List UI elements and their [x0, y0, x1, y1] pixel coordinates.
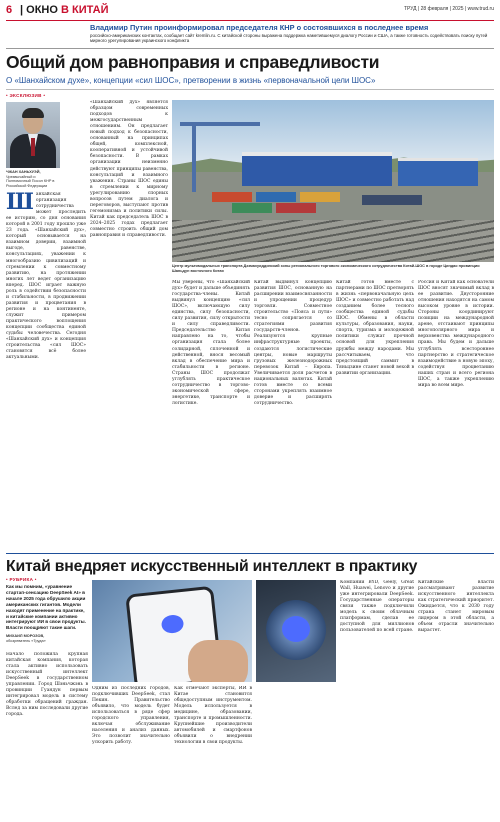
author-photo — [6, 102, 60, 168]
ai-logo-photo — [256, 580, 336, 682]
article-column-6: Россия и Китай как основатели ШОС вносят значимый вклад в ее развитие. Двусторонние отношения находятся на самом высоком уровне в истории. Стороны координируют позиции на международной арене, отстаивают принципы многополярного мира и верховенства международного права. Мы будем и дальше углублять всестороннее партнерство и стратегическое взаимодействие в новую эпоху, содействуя процветанию наших стран и всего региона ШОС, а также укреплению мира во всем мире. — [418, 280, 494, 388]
section-prefix: ОКНО — [26, 4, 58, 16]
article-deck: О «Шанхайском духе», концепции «сил ШОС», претворении в жизнь «первоначальной цели ШОС» — [6, 76, 376, 85]
drop-cap: Ш — [6, 192, 34, 215]
article2-column-4: Компании BYD, Geely, Great Wall, Huawei, Lenovo и другие уже интегрировали DeepSeek. Государственные операторы связи также подключили модель к своим облачным платформам, сделав ее доступной для миллионов пользователей по всей стране. — [340, 580, 414, 634]
column-1-text: анхайская организация сотрудничества может проследить ее историю, со дня основания которой в 2001 году прошло уже 23 года. «Шанхайский дух», который основывается на взаимном доверии, взаимной выгоде, равенстве, консультациях, уважении к многообразию цивилизаций и стремлении к совместному развитию, на протяжении многих лет ведет организацию вперед. ШОС играет важную роль в содействии безопасности и стабильности, в продвижении развития и процветания в регионе и на континенте, служит примером практического воплощения концепции сообщества единой судьбы человечества. Сегодня «Шанхайский дух» и концепция строительства «сил ШОС» становятся всё более актуальными. — [6, 192, 86, 361]
photo-caption: Центр мультимодальных транспорта Дэзмахуиддинский зоны регионального торгового экономического сотрудничества Китай-ШОС в городе Циндао провинции Шаньдун восточного Китая — [172, 264, 480, 273]
article2-column-2: Одним из последних городов, подключивших DeepSeek, стал Пекин. Правительство объявило, что модель будет использоваться в ряде сфер городского управления, включая обслуживание населения и анализ данных. Это позволит значительно ускорить работу. — [92, 686, 170, 746]
header-rule — [6, 20, 494, 21]
smartphone-photo — [92, 580, 252, 682]
page-number: 6 — [6, 4, 13, 16]
article2-column-1: Начало положила крупная китайская компания, которая стала активно использовать искусственный интеллект DeepSeek в государственном управлении. Город Шэньчжэнь в провинции Гуандун первым интегрировал модель в систему обработки обращений граждан. Вслед за ним последовали другие города. — [6, 652, 88, 718]
article2-rubric: • РУБРИКА • — [6, 577, 37, 582]
teaser-rule — [6, 48, 494, 49]
logistics-photo — [172, 100, 494, 262]
section-title — [20, 4, 108, 16]
issue-info: ТРУД | 28 февраля | 2025 | www.trud.ru — [403, 6, 494, 12]
teaser-title: Владимир Путин проинформировал председателя КНР о состоявшихся в последнее время — [90, 23, 429, 32]
article2-author-name: МИХАИЛ МОРОЗОВ, — [6, 634, 45, 638]
section-divider — [6, 553, 494, 554]
article-title: Общий дом равноправия и справедливости — [6, 52, 380, 72]
section-separator: | — [20, 4, 24, 16]
deck-rule — [6, 89, 494, 90]
article-column-5: Китай готов вместе с партнерами по ШОС претворять в жизнь «первоначальную цель ШОС» и совместно работать над созданием более тесного сообщества единой судьбы ШОС. Обмены в области культуры, образования, науки, спорта, туризма и молодежной политики служат прочной основой для укрепления дружбы между народами. Мы рассчитываем, что предстоящий саммит в Тяньцзине станет новой вехой в развитии организации. — [336, 280, 414, 376]
article2-byline — [6, 634, 88, 643]
teaser-text: российско-американских контактах, сообщает сайт kremlin.ru. С китайской стороны выражена поддержка наметившемуся диалогу России и США, а также готовность содействовать поиску путей мирного урегулирования украинского конфликта — [90, 33, 488, 44]
article2-lead: Как мы помним, «уравнение стартап-сенсацию DeepSeek AI» в начале 2025 года обрушило акции американских гигантов. Модели находят применение на практике, и китайские компании активно интегрируют ИИ в свои продукты. Власти поощряют такие шаги. — [6, 584, 86, 631]
author-name: ЧЖАН ХАНЬХУЭЙ, — [6, 170, 41, 174]
article2-author-role: обозреватель «Труда» — [6, 638, 46, 643]
exclusive-rubric: • ЭКСКЛЮЗИВ • — [6, 93, 46, 98]
author-caption — [6, 170, 60, 188]
section-name: В КИТАЙ — [60, 4, 109, 16]
article-column-2: «Шанхайский дух» является образцом современных подходов к межгосударственным отношениям. Он предлагает новый подход к безопасности, основанный на принципах общей, комплексной, кооперативной и устойчивой безопасности. В рамках организации неизменно действуют принципы равенства, консультаций и взаимного уважения. Страны ШОС едины в стремлении к мирному урегулированию спорных вопросов путем диалога и переговоров, выступают против гегемонизма и политики силы. Китай как председатель ШОС в 2024–2025 годах предлагает совместно строить общий дом равноправия и справедливости. — [90, 100, 168, 239]
author-role: Чрезвычайный и Полномочный Посол КНР в Российской Федерации — [6, 174, 55, 188]
article-column-4: Китай выдвинул концепцию развития ШОС, основанную на расширении взаимосвязанности и упрощении процедур торговли. Совместное строительство «Пояса и пути» тесно сопрягается со стратегиями развития государств-членов. Реализуются крупные инфраструктурные проекты, создаются логистические центры, новые маршруты грузовых железнодорожных перевозок Китай – Европа. Увеличивается доля расчетов в национальных валютах. Китай готов вместе со всеми сторонами укреплять взаимное доверие и расширять сотрудничество. — [254, 280, 332, 406]
article-column-3: Мы уверены, что «Шанхайский дух» будет и дальше объединять государства-члены. Китай выдвинул концепцию «сил ШОС», включающую силу единства, силу безопасности, силу развития, силу открытости и силу справедливости. Председательство Китая направлено на то, чтобы организация стала более солидарной, сплоченной и действенной, внося весомый вклад в обеспечение мира и стабильности в регионе. Страны ШОС продолжат углублять практическое сотрудничество в торгово-экономической сфере, энергетике, транспорте и логистике. — [172, 280, 250, 406]
page-header — [6, 4, 494, 18]
article2-title: Китай внедряет искусственный интеллект в практику — [6, 558, 418, 575]
article2-column-5: Китайские власти рассматривают развитие искусственного интеллекта как стратегический приоритет. Ожидается, что к 2030 году страна станет мировым лидером в этой области, а объем отрасли значительно вырастет. — [418, 580, 494, 634]
article-column-1 — [6, 192, 86, 550]
article2-column-3: Как отмечают эксперты, ИИ в Китае становится общедоступным инструментом. Модель используется в медицине, образовании, транспорте и промышленности. Крупнейшие производители автомобилей и смартфонов объявили о внедрении технологии в свои продукты. — [174, 686, 252, 746]
